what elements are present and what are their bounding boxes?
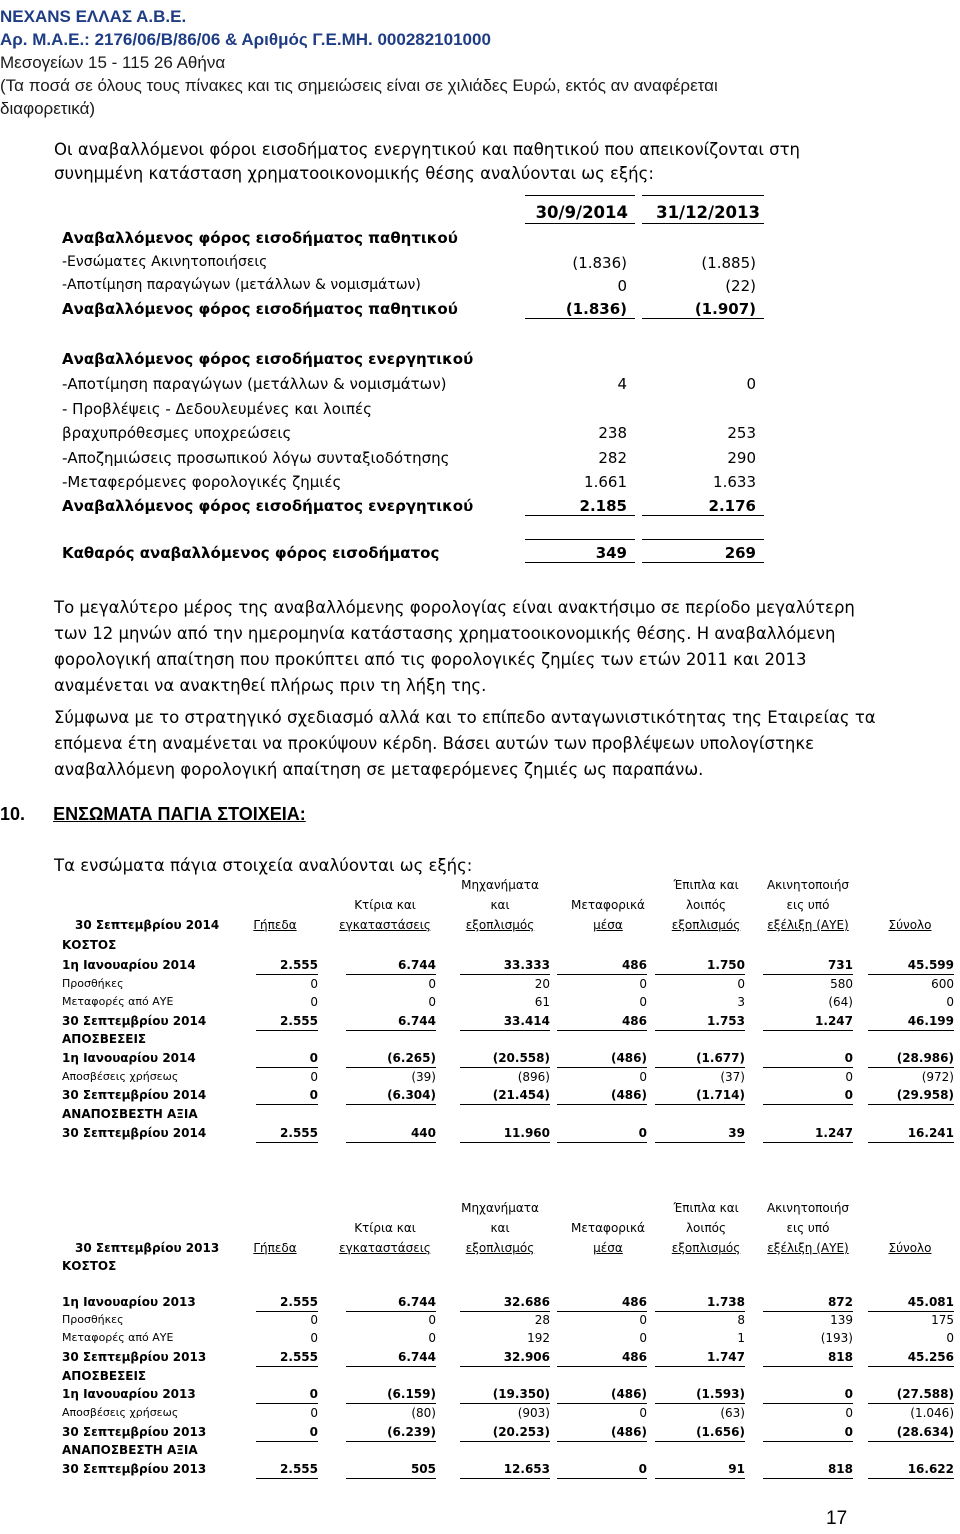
table-cell: 2.555 [256, 956, 318, 975]
table-cell: 0 [639, 1406, 647, 1420]
table-cell: 580 [830, 977, 853, 991]
table-cell: 1 [737, 1331, 745, 1345]
table-cell: (1.656) [655, 1423, 745, 1442]
table-cell: 3 [737, 995, 745, 1009]
table-cell: (6.239) [346, 1423, 436, 1442]
table-row-label: Αποσβέσεις χρήσεως [62, 1070, 179, 1083]
asset-row-v2: 1.633 [713, 473, 756, 491]
table-cell: 2.555 [256, 1460, 318, 1479]
section-number: 10. [0, 804, 26, 824]
table-cell: (486) [557, 1086, 647, 1105]
table-section-heading: ΚΟΣΤΟΣ [62, 938, 117, 952]
net-deferred-v2: 269 [642, 544, 764, 563]
para1-line: φορολογική απαίτηση που προκύπτει από τις φορολογικές ζημίες των ετών 2011 και 2013 [54, 650, 807, 669]
table-cell: (1.677) [655, 1049, 745, 1068]
table-row-label: Προσθήκες [62, 977, 124, 990]
column-header-line: εγκαταστάσεις [339, 1241, 431, 1255]
column-header-line: Μηχανήματα [461, 878, 539, 892]
table-cell: 1.247 [763, 1012, 853, 1031]
column-header-line: λοιπός [685, 1221, 727, 1235]
table-cell: 28 [534, 1313, 550, 1327]
fixed-assets-intro: Τα ενσώματα πάγια στοιχεία αναλύονται ως εξής: [54, 856, 473, 875]
asset-row-label: βραχυπρόθεσμες υποχρεώσεις [62, 424, 292, 442]
column-header-line: Γήπεδα [253, 1241, 297, 1255]
table-row-label: Προσθήκες [62, 1313, 124, 1326]
liability-row-v1: 0 [617, 277, 627, 295]
liabilities-title: Αναβαλλόμενος φόρος εισοδήματος παθητικού [62, 229, 458, 247]
table-cell: (972) [921, 1070, 954, 1084]
company-name: NEXANS ΕΛΛΑΣ Α.Β.Ε. [0, 7, 187, 26]
table-cell: 818 [763, 1348, 853, 1367]
para1-line: των 12 μηνών από την ημερομηνία κατάστασης χρηματοοικονομικής θέσης. Η αναβαλλόμενη [54, 624, 836, 643]
table-cell: 0 [763, 1086, 853, 1105]
table-cell: 45.081 [868, 1293, 954, 1312]
column-header-line: Κτίρια και [354, 1221, 416, 1235]
table-cell: 0 [256, 1049, 318, 1068]
table-cell: 16.241 [868, 1124, 954, 1143]
column-header-line: εις υπό [786, 1221, 830, 1235]
table-cell: 91 [655, 1460, 745, 1479]
liability-row-v2: (1.885) [701, 254, 756, 272]
table-cell: 0 [639, 977, 647, 991]
table-row-label: 30 Σεπτεμβρίου 2013 [62, 1425, 207, 1439]
column-header-line: Κτίρια και [354, 898, 416, 912]
table-cell: 0 [428, 1313, 436, 1327]
table-cell: 0 [639, 1313, 647, 1327]
company-registry: Αρ. Μ.Α.Ε.: 2176/06/Β/86/06 & Αριθμός Γ.Ε.ΜΗ. 000282101000 [0, 30, 491, 49]
table-cell: 45.256 [868, 1348, 954, 1367]
column-header-line: Γήπεδα [253, 918, 297, 932]
deferred-col1-header: 30/9/2014 [535, 203, 628, 222]
column-header-line: εις υπό [786, 898, 830, 912]
table-cell: 0 [310, 977, 318, 991]
table-cell: 0 [428, 977, 436, 991]
column-header-line: Ακινητοποιήσ [766, 878, 850, 892]
page-number: 17 [826, 1508, 848, 1529]
table-section-heading: ΑΠΟΣΒΕΣΕΙΣ [62, 1369, 147, 1383]
table-cell: (6.304) [346, 1086, 436, 1105]
table-cell: 0 [310, 1070, 318, 1084]
table-cell: 0 [737, 977, 745, 991]
table-cell: 8 [737, 1313, 745, 1327]
assets-title: Αναβαλλόμενος φόρος εισοδήματος ενεργητικού [62, 350, 474, 368]
table-cell: 32.686 [460, 1293, 550, 1312]
table-row-label: 30 Σεπτεμβρίου 2013 [62, 1350, 207, 1364]
column-header-line: εξέλιξη (ΑΥΕ) [767, 918, 849, 932]
column-header-line: εξοπλισμός [671, 1241, 741, 1255]
table-cell: (1.593) [655, 1385, 745, 1404]
table-cell: (486) [557, 1423, 647, 1442]
table-cell: 0 [428, 995, 436, 1009]
table-cell: (27.588) [868, 1385, 954, 1404]
para2-line: επόμενα έτη αναμένεται να προκύψουν κέρδη. Βάσει αυτών των προβλέψεων υπολογίστηκε [54, 734, 814, 753]
table-cell: 0 [256, 1385, 318, 1404]
table-row-label: Μεταφορές από ΑΥΕ [62, 1331, 174, 1344]
table-cell: (80) [411, 1406, 436, 1420]
table-cell: (19.350) [460, 1385, 550, 1404]
table-cell: 20 [534, 977, 550, 991]
table-cell: 0 [310, 995, 318, 1009]
table-cell: (20.558) [460, 1049, 550, 1068]
company-address: Μεσογείων 15 - 115 26 Αθήνα [0, 53, 226, 72]
para2-line: αναβαλλόμενη φορολογική απαίτηση σε μεταφερόμενες ζημιές ως παραπάνω. [54, 760, 704, 779]
table-row-label: 30 Σεπτεμβρίου 2014 [62, 1088, 207, 1102]
column-header-line: Μεταφορικά [571, 1221, 645, 1235]
column-header-line: Έπιπλα και [673, 878, 739, 892]
liability-row-label: -Αποτίμηση παραγώγων (μετάλλων & νομισμάτων) [62, 277, 421, 293]
column-header-line: εξοπλισμός [465, 918, 535, 932]
table-cell: 2.555 [256, 1012, 318, 1031]
asset-row-v2: 290 [727, 448, 756, 467]
table-cell: 192 [527, 1331, 550, 1345]
asset-row-v1: 282 [598, 448, 627, 467]
table-cell: 2.555 [256, 1293, 318, 1312]
asset-row-label: - Προβλέψεις - Δεδουλευμένες και λοιπές [62, 399, 372, 418]
table-cell: 0 [845, 1070, 853, 1084]
table-cell: 2.555 [256, 1124, 318, 1143]
column-header-line: μέσα [593, 918, 623, 932]
strategy-paragraph [54, 705, 884, 783]
liabilities-total-label: Αναβαλλόμενος φόρος εισοδήματος παθητικού [62, 300, 458, 318]
table-cell: 0 [310, 1331, 318, 1345]
table-cell: 6.744 [346, 1293, 436, 1312]
para1-line: Το μεγαλύτερο μέρος της αναβαλλόμενης φορολογίας είναι ανακτήσιμο σε περίοδο μεγαλύτερη [54, 598, 855, 617]
asset-row-v1: 1.661 [584, 473, 627, 491]
table-cell: 505 [346, 1460, 436, 1479]
table-cell: 486 [557, 1348, 647, 1367]
table-cell: 0 [557, 1124, 647, 1143]
table-cell: 1.738 [655, 1293, 745, 1312]
column-header-line: μέσα [593, 1241, 623, 1255]
deferred-col2-header: 31/12/2013 [656, 203, 760, 222]
table-cell: 139 [830, 1313, 853, 1327]
table-cell: (39) [411, 1070, 436, 1084]
table-cell: 486 [557, 1293, 647, 1312]
table-row-label: Αποσβέσεις χρήσεως [62, 1406, 179, 1419]
table-row-label: 30 Σεπτεμβρίου 2013 [62, 1462, 207, 1476]
column-header-line: και [490, 1221, 510, 1235]
para2-line: Σύμφωνα με το στρατηγικό σχεδιασμό αλλά και το επίπεδο ανταγωνιστικότητας της Εταιρείας τα [54, 708, 876, 727]
table-cell: (193) [820, 1331, 853, 1345]
column-header-line: Ακινητοποιήσ [766, 1201, 850, 1215]
table-cell: (64) [828, 995, 853, 1009]
table-cell: 6.744 [346, 956, 436, 975]
table-cell: 0 [845, 1406, 853, 1420]
column-header-line: και [490, 898, 510, 912]
table-cell: 440 [346, 1124, 436, 1143]
table-cell: 39 [655, 1124, 745, 1143]
assets-total-v1: 2.185 [525, 497, 635, 516]
table-cell: 0 [256, 1423, 318, 1442]
table-cell: 45.599 [868, 956, 954, 975]
table-cell: (486) [557, 1385, 647, 1404]
table-cell: 1.747 [655, 1348, 745, 1367]
amounts-note-line2: διαφορετικά) [0, 99, 96, 118]
table-cell: 600 [931, 977, 954, 991]
recoverability-paragraph [54, 595, 884, 699]
liability-row-label: -Ενσώματες Ακινητοποιήσεις [62, 254, 268, 270]
table-row-label: 30 Σεπτεμβρίου 2014 [62, 1126, 207, 1140]
section-heading [0, 804, 306, 825]
table-cell: 6.744 [346, 1012, 436, 1031]
intro-line1: Οι αναβαλλόμενοι φόροι εισοδήματος ενεργητικού και παθητικού που απεικονίζονται στη [54, 140, 801, 159]
table-cell: (28.634) [868, 1423, 954, 1442]
table-cell: (6.159) [346, 1385, 436, 1404]
column-header-line: εξοπλισμός [671, 918, 741, 932]
table-cell: 0 [256, 1086, 318, 1105]
table-cell: 33.333 [460, 956, 550, 975]
table-row-label: 30 Σεπτεμβρίου 2014 [62, 1014, 207, 1028]
section-title: ΕΝΣΩΜΑΤΑ ΠΑΓΙΑ ΣΤΟΙΧΕΙΑ: [53, 804, 306, 824]
table-cell: 0 [639, 995, 647, 1009]
table-cell: 0 [310, 1406, 318, 1420]
table-cell: 61 [534, 995, 550, 1009]
assets-total-v2: 2.176 [642, 497, 764, 516]
table-section-heading: ΚΟΣΤΟΣ [62, 1259, 117, 1273]
table-cell: (1.714) [655, 1086, 745, 1105]
liabilities-total-v1: (1.836) [525, 300, 635, 319]
table-title: 30 Σεπτεμβρίου 2014 [75, 918, 220, 932]
column-header-line: Σύνολο [888, 918, 932, 932]
column-header-line: Σύνολο [888, 1241, 932, 1255]
assets-total-label: Αναβαλλόμενος φόρος εισοδήματος ενεργητικού [62, 497, 474, 515]
column-header-line: εξοπλισμός [465, 1241, 535, 1255]
table-cell: 33.414 [460, 1012, 550, 1031]
table-row-label: Μεταφορές από ΑΥΕ [62, 995, 174, 1008]
table-cell: 12.653 [460, 1460, 550, 1479]
table-cell: 1.750 [655, 956, 745, 975]
table-cell: 486 [557, 956, 647, 975]
column-header-line: Μηχανήματα [461, 1201, 539, 1215]
liability-row-v1: (1.836) [572, 254, 627, 272]
table-cell: (63) [720, 1406, 745, 1420]
table-cell: 1.247 [763, 1124, 853, 1143]
para1-line: αναμένεται να ανακτηθεί πλήρως πριν τη λήξη της. [54, 676, 487, 695]
table-row-label: 1η Ιανουαρίου 2014 [62, 1051, 196, 1065]
table-cell: 0 [763, 1385, 853, 1404]
table-cell: (29.958) [868, 1086, 954, 1105]
asset-row-label: -Μεταφερόμενες φορολογικές ζημιές [62, 473, 342, 491]
table-cell: 6.744 [346, 1348, 436, 1367]
table-cell: 16.622 [868, 1460, 954, 1479]
table-cell: 818 [763, 1460, 853, 1479]
table-row-label: 1η Ιανουαρίου 2013 [62, 1295, 196, 1309]
table-cell: 2.555 [256, 1348, 318, 1367]
table-cell: 0 [639, 1331, 647, 1345]
table-cell: 872 [763, 1293, 853, 1312]
table-cell: (903) [517, 1406, 550, 1420]
table-cell: 1.753 [655, 1012, 745, 1031]
table-cell: 0 [639, 1070, 647, 1084]
table-row-label: 1η Ιανουαρίου 2013 [62, 1387, 196, 1401]
asset-row-label: -Αποτίμηση παραγώγων (μετάλλων & νομισμάτων) [62, 375, 447, 393]
asset-row-v1: 4 [617, 375, 627, 393]
table-cell: 0 [310, 1313, 318, 1327]
table-cell: 0 [946, 1331, 954, 1345]
table-cell: (896) [517, 1070, 550, 1084]
table-cell: 486 [557, 1012, 647, 1031]
table-cell: (6.265) [346, 1049, 436, 1068]
asset-row-v2: 253 [727, 424, 756, 442]
table-cell: 0 [428, 1331, 436, 1345]
column-header-line: εγκαταστάσεις [339, 918, 431, 932]
column-header-line: εξέλιξη (ΑΥΕ) [767, 1241, 849, 1255]
amounts-note-line1: (Τα ποσά σε όλους τους πίνακες και τις σημειώσεις είναι σε χιλιάδες Ευρώ, εκτός αν αναφέρεται [0, 76, 718, 95]
table-section-heading: ΑΝΑΠΟΣΒΕΣΤΗ ΑΞΙΑ [62, 1443, 198, 1457]
table-cell: (21.454) [460, 1086, 550, 1105]
table-cell: (1.046) [910, 1406, 954, 1420]
table-cell: 0 [763, 1423, 853, 1442]
table-section-heading: ΑΠΟΣΒΕΣΕΙΣ [62, 1032, 147, 1046]
column-header-line: Μεταφορικά [571, 898, 645, 912]
column-header-line: Έπιπλα και [673, 1201, 739, 1215]
table-cell: 0 [763, 1049, 853, 1068]
asset-row-v1: 238 [598, 424, 627, 442]
intro-line2: συνημμένη κατάσταση χρηματοοικονομικής θέσης αναλύονται ως εξής: [54, 164, 654, 183]
table-section-heading: ΑΝΑΠΟΣΒΕΣΤΗ ΑΞΙΑ [62, 1107, 198, 1121]
table-cell: (486) [557, 1049, 647, 1068]
liability-row-v2: (22) [725, 277, 756, 295]
asset-row-v2: 0 [746, 375, 756, 393]
net-deferred-label: Καθαρός αναβαλλόμενος φόρος εισοδήματος [62, 544, 440, 562]
table-cell: (20.253) [460, 1423, 550, 1442]
table-cell: (37) [720, 1070, 745, 1084]
table-cell: 175 [931, 1313, 954, 1327]
table-cell: 0 [946, 995, 954, 1009]
asset-row-label: -Αποζημιώσεις προσωπικού λόγω συνταξιοδότησης [62, 448, 450, 467]
table-cell: 32.906 [460, 1348, 550, 1367]
table-cell: 11.960 [460, 1124, 550, 1143]
table-cell: 46.199 [868, 1012, 954, 1031]
table-row-label: 1η Ιανουαρίου 2014 [62, 958, 196, 972]
table-cell: (28.986) [868, 1049, 954, 1068]
table-cell: 0 [557, 1460, 647, 1479]
liabilities-total-v2: (1.907) [642, 300, 764, 319]
table-title: 30 Σεπτεμβρίου 2013 [75, 1241, 220, 1255]
table-cell: 731 [763, 956, 853, 975]
net-deferred-v1: 349 [525, 544, 635, 563]
column-header-line: λοιπός [685, 898, 727, 912]
